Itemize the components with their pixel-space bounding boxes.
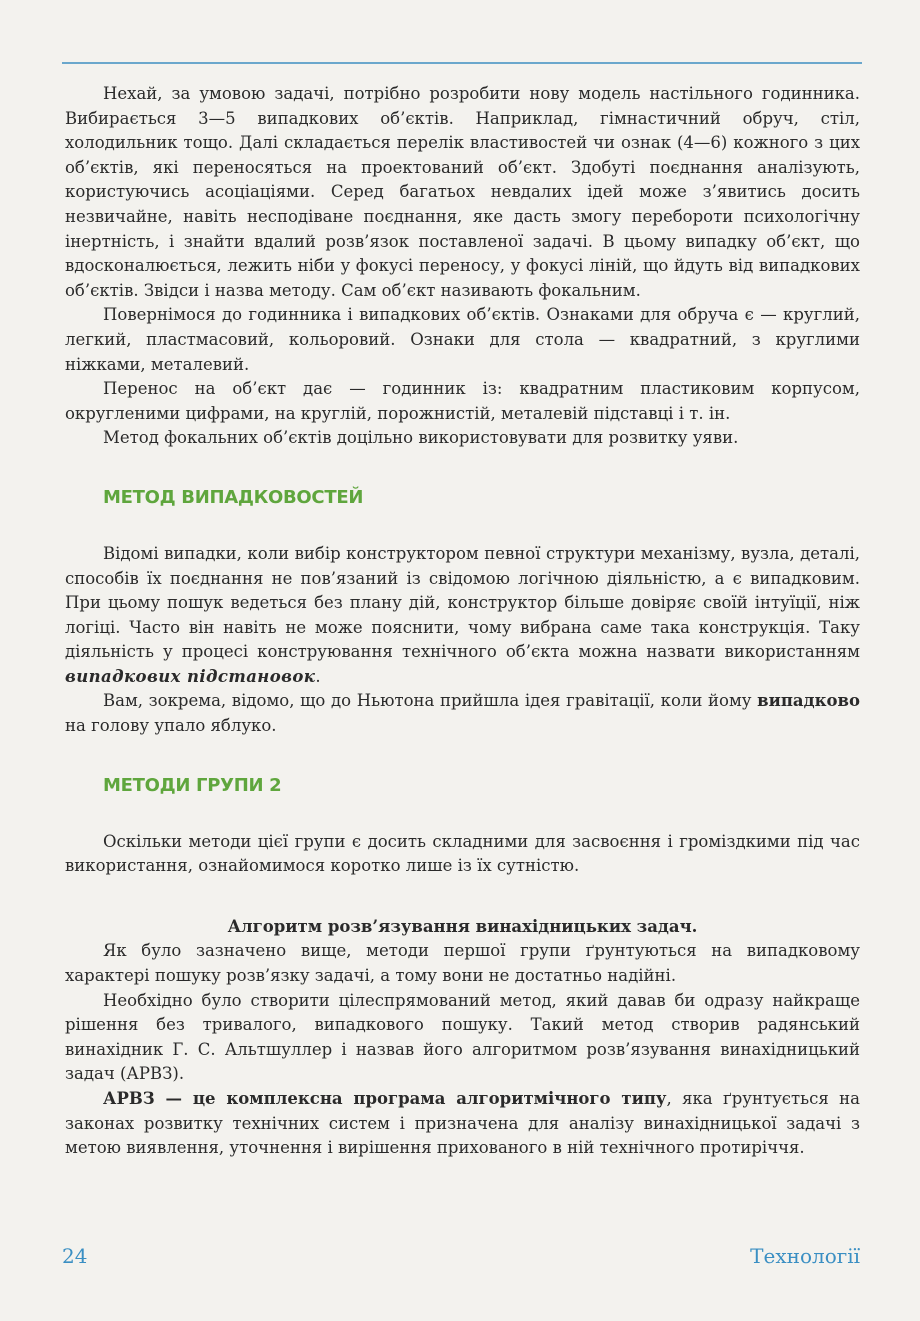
- text-run: Вам, зокрема, відомо, що до Ньютона прийшла ідея гравітації, коли йому: [103, 691, 758, 711]
- paragraph: Повернімося до годинника і випадкових об’єктів. Ознаками для обруча є — круглий, легкий, пластмасовий, кольоровий. Ознаки для стола — квадратний, з круглими ніжками, металевий.: [65, 305, 860, 374]
- text-run: на голову упало яблуко.: [65, 716, 277, 736]
- bold-term: АРВЗ — це комплексна програма алгоритмічного типу: [103, 1089, 667, 1108]
- paragraph: [65, 689, 860, 738]
- paragraph: Необхідно було створити цілеспрямований метод, який давав би одразу найкраще рішення без тривалого, випадкового пошуку. Такий метод створив радянський винахідник Г. С. Альтшуллер і назвав його алгоритмом розв’язування винахідницький задач (АРВЗ).: [65, 990, 860, 1084]
- emphasis-term: випадкових підстановок: [65, 666, 316, 686]
- paragraph: [65, 1087, 860, 1161]
- paragraph: Як було зазначено вище, методи першої групи ґрунтуються на випадковому характері пошуку розв’язку задачі, а тому вони не достатньо надійні.: [65, 941, 860, 986]
- paragraph: [65, 542, 860, 690]
- bold-term: випадково: [757, 691, 860, 711]
- text-run: , яка ґрунтується на законах розвитку технічних систем і призначена для аналізу винахідницької задачі з метою виявлення, уточнення і вирішення прихованого в ній технічного протиріччя.: [65, 1089, 860, 1158]
- section-heading-random: МЕТОД ВИПАДКОВОСТЕЙ: [103, 486, 364, 508]
- paragraph: Нехай, за умовою задачі, потрібно розробити нову модель настільного годинника. Вибирається 3—5 випадкових об’єктів. Наприклад, гімнастичний обруч, стіл, холодильник тощо. Далі складається перелік властивостей чи ознак (4—6) кожного з цих об’єктів, які переносяться на проектований об’єкт. Здобуті поєднання аналізують, користуючись асоціаціями. Серед багатьох невдалих ідей може з’явитись досить незвичайне, навіть несподіване поєднання, яке дасть змогу перебороти психологічну інертність, і знайти вдалий розв’язок поставленої задачі. В цьому випадку об’єкт, що вдосконалюється, лежить ніби у фокусі переносу, у фокусі ліній, що йдуть від випадкових об’єктів. Звідси і назва методу. Сам об’єкт називають фокальним.: [65, 84, 860, 300]
- book-title: Технології: [750, 1244, 860, 1268]
- text-run: Відомі випадки, коли вибір конструктором певної структури механізму, вузла, деталі, способів їх поєднання не пов’язаний із свідомою логічною діяльністю, а є випадковим. При цьому пошук ведеться без плану дій, конструктор більше довіряє своїй інтуїції, ніж логіці. Часто він навіть не може пояснити, чому вибрана саме така конструкція. Таку діяльність у процесі конструювання технічного об’єкта можна назвати використанням: [65, 543, 860, 662]
- text-run: .: [315, 666, 321, 686]
- page-number: 24: [62, 1244, 88, 1268]
- page-content: [65, 82, 860, 1161]
- section-heading-group2: МЕТОДИ ГРУПИ 2: [103, 774, 282, 796]
- subheading: Алгоритм розв’язування винахідницьких задач.: [227, 916, 698, 936]
- paragraph: Перенос на об’єкт дає — годинник із: квадратним пластиковим корпусом, округленими цифрами, на круглій, порожнистій, металевій підставці і т. ін.: [65, 379, 860, 423]
- paragraph: Метод фокальних об’єктів доцільно використовувати для розвитку уяви.: [103, 428, 739, 448]
- paragraph: Оскільки методи цієї групи є досить складними для засвоєння і громіздкими під час використання, ознайомимося коротко лише із їх сутністю.: [65, 831, 860, 876]
- top-rule: [62, 62, 862, 64]
